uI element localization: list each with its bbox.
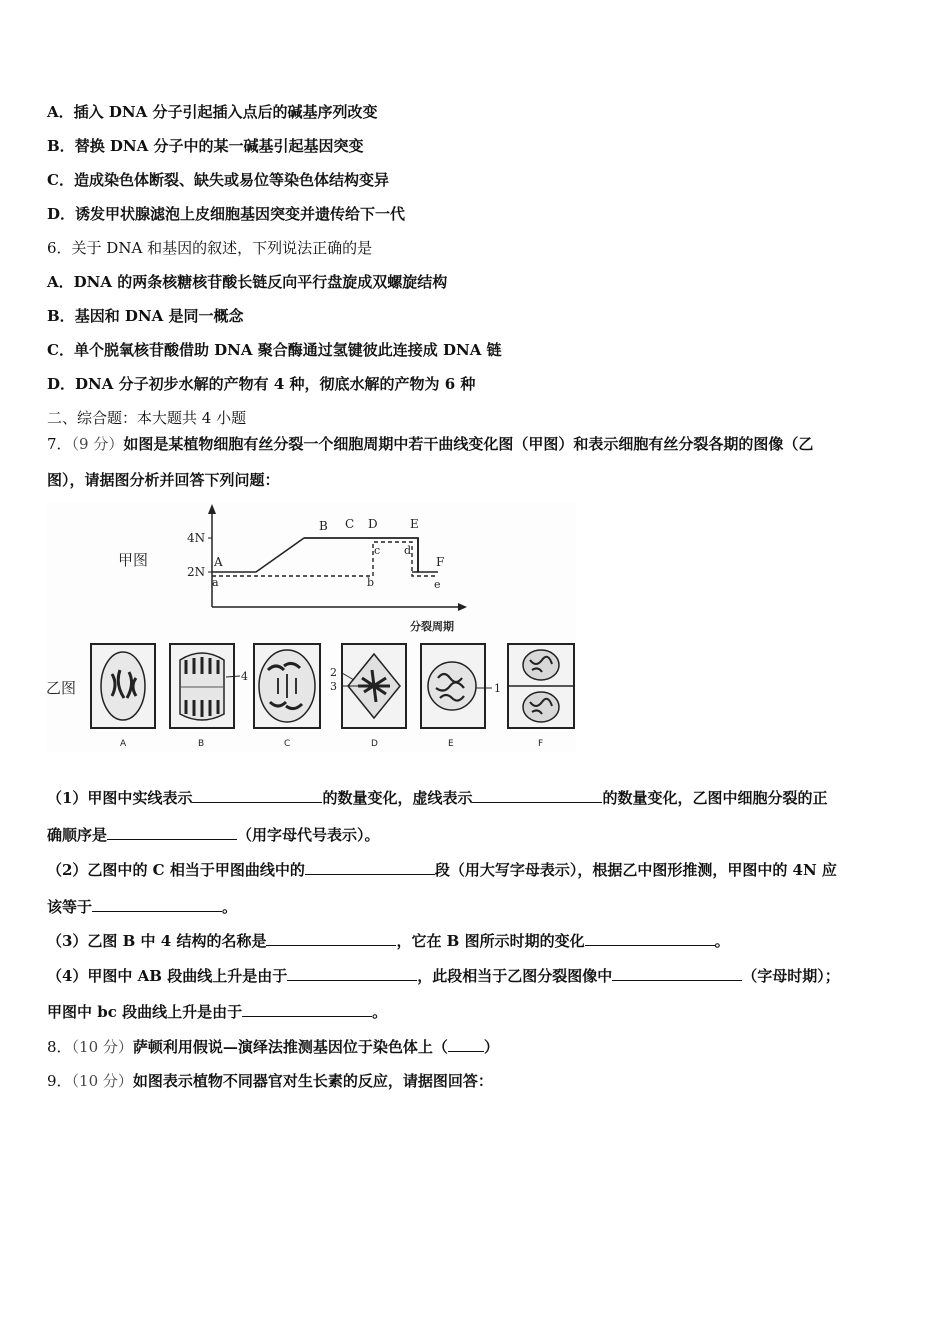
q8: 8．（10 分）萨顿利用假说—演绎法推测基因位于染色体上（ ） <box>47 1038 499 1056</box>
y-axis-arrow <box>208 504 216 514</box>
q6-stem: 6．关于 DNA 和基因的叙述，下列说法正确的是 <box>47 239 373 257</box>
q7-sub1-line2: 确顺序是 （用字母代号表示）。 <box>47 826 380 844</box>
blank-6[interactable] <box>266 931 396 946</box>
pt-a: a <box>212 576 219 589</box>
pt-E: E <box>410 517 419 531</box>
q7-stem-line1: 7．（9 分）如图是某植物细胞有丝分裂一个细胞周期中若干曲线变化图（甲图）和表示细胞有丝分裂各期的图像（乙 <box>47 435 814 453</box>
jia-label: 甲图 <box>118 551 149 569</box>
q6-option-c: C．单个脱氧核苷酸借助 DNA 聚合酶通过氢键彼此连接成 DNA 链 <box>47 341 502 359</box>
q9: 9．（10 分）如图表示植物不同器官对生长素的反应，请据图回答： <box>47 1072 493 1090</box>
blank-9[interactable] <box>612 966 742 981</box>
q7-figure <box>46 502 576 752</box>
blank-10[interactable] <box>242 1002 372 1017</box>
section-heading: 二、综合题：本大题共 4 小题 <box>47 409 247 427</box>
q7-sub4-line2: 甲图中 bc 段曲线上升是由于 。 <box>47 1003 388 1021</box>
cell-label-a: A <box>120 739 127 749</box>
pt-D: D <box>368 517 378 531</box>
q6-option-d: D．DNA 分子初步水解的产物有 4 种，彻底水解的产物为 6 种 <box>47 375 476 393</box>
cell-label-b: B <box>198 739 205 749</box>
solid-curve-upper <box>212 538 418 572</box>
cell-e <box>421 644 492 728</box>
blank-1[interactable] <box>192 788 322 803</box>
pt-A: A <box>214 555 223 569</box>
blank-2[interactable] <box>472 788 602 803</box>
pt-B: B <box>319 519 328 533</box>
y-label-2n: 2N <box>187 565 206 579</box>
cell-d <box>342 644 406 728</box>
y-label-4n: 4N <box>187 531 206 545</box>
pt-F: F <box>436 555 445 569</box>
x-axis-label: 分裂周期 <box>410 620 454 633</box>
struct-num-3: 3 <box>330 680 337 693</box>
q7-sub2-line1: （2）乙图中的 C 相当于甲图曲线中的 段（用大写字母表示），根据乙中图形推测，甲图中的 4N 应 <box>47 861 837 879</box>
blank-7[interactable] <box>585 931 715 946</box>
q5-option-d: D．诱发甲状腺滤泡上皮细胞基因突变并遗传给下一代 <box>47 205 406 223</box>
q7-sub2-line2: 该等于 。 <box>47 898 238 916</box>
pt-b: b <box>367 576 375 589</box>
cell-f <box>508 644 574 728</box>
cell-c <box>254 644 320 728</box>
q5-option-b: B．替换 DNA 分子中的某一碱基引起基因突变 <box>47 137 364 155</box>
q7-sub1-line1: （1）甲图中实线表示 的数量变化，虚线表示 的数量变化，乙图中细胞分裂的正 <box>47 789 828 807</box>
blank-3[interactable] <box>107 825 237 840</box>
q7-stem-line2: 图），请据图分析并回答下列问题： <box>47 471 280 489</box>
pt-C: C <box>345 517 355 531</box>
pt-d: d <box>404 544 412 557</box>
cell-a <box>91 644 155 728</box>
blank-4[interactable] <box>305 860 435 875</box>
cell-label-c: C <box>284 739 291 749</box>
pt-e: e <box>434 578 441 591</box>
struct-num-1: 1 <box>494 682 501 695</box>
yi-label: 乙图 <box>46 679 77 697</box>
q7-sub3: （3）乙图 B 中 4 结构的名称是 ，它在 B 图所示时期的变化 。 <box>47 932 730 950</box>
struct-num-2: 2 <box>330 666 337 679</box>
q7-sub4-line1: （4）甲图中 AB 段曲线上升是由于 ，此段相当于乙图分裂图像中 （字母时期）； <box>47 967 840 985</box>
cell-label-f: F <box>538 739 544 749</box>
cell-b <box>170 644 240 728</box>
q6-option-a: A．DNA 的两条核糖核苷酸长链反向平行盘旋成双螺旋结构 <box>47 273 448 291</box>
cell-label-d: D <box>371 739 378 749</box>
pt-c: c <box>374 544 381 557</box>
x-axis-arrow <box>458 603 467 611</box>
solid-curve-drop <box>418 538 438 572</box>
solid-curve-mid <box>304 538 418 572</box>
blank-q8[interactable] <box>448 1037 484 1052</box>
struct-num-4: 4 <box>241 670 248 683</box>
blank-5[interactable] <box>92 897 222 912</box>
q6-option-b: B．基因和 DNA 是同一概念 <box>47 307 244 325</box>
blank-8[interactable] <box>287 966 417 981</box>
q5-option-a: A．插入 DNA 分子引起插入点后的碱基序列改变 <box>47 103 378 121</box>
q5-option-c: C．造成染色体断裂、缺失或易位等染色体结构变异 <box>47 171 389 189</box>
cell-label-e: E <box>448 739 454 749</box>
